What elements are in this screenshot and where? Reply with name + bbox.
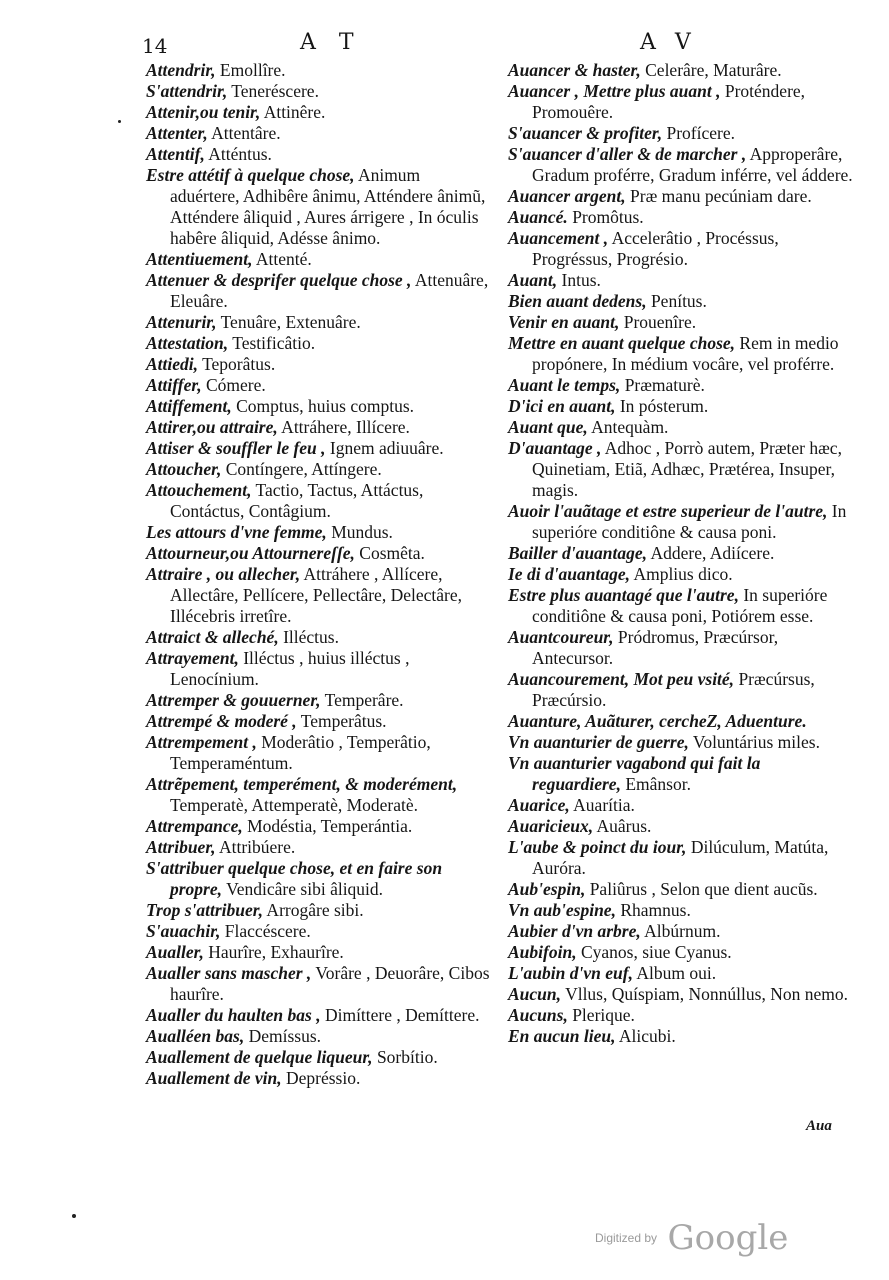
entry-definition: Illéctus , huius illéctus , Lenocínium. (170, 648, 410, 689)
ink-speck (118, 120, 121, 123)
entry-headword: Attenuer & desprifer quelque chose , (146, 270, 412, 290)
entry-headword: Auant que, (508, 417, 588, 437)
dictionary-entry (508, 1005, 853, 1026)
entry-headword: D'ici en auant, (508, 396, 616, 416)
entry-headword: Venir en auant, (508, 312, 620, 332)
entry-headword: Auancer argent, (508, 186, 626, 206)
dictionary-entry (146, 123, 491, 144)
entry-definition: Demíssus. (244, 1026, 322, 1046)
dictionary-entry (508, 186, 853, 207)
entry-definition: Adhoc , Porrò autem, Præter hæc, Quinetiam, Etiã, Adhæc, Prætérea, Insuper, magis. (532, 438, 842, 500)
entry-definition: Teneréscere. (227, 81, 319, 101)
dictionary-entry (146, 312, 491, 333)
entry-headword: Attiser & souffler le feu , (146, 438, 326, 458)
running-header-left: A T (300, 30, 362, 55)
entry-definition: In pósterum. (615, 396, 709, 416)
running-header-right: A V (640, 30, 697, 55)
entry-headword: S'auancer & profiter, (508, 123, 663, 143)
entry-definition: Contíngere, Attíngere. (221, 459, 382, 479)
entry-definition: Alicubi. (615, 1026, 676, 1046)
dictionary-entry (508, 60, 853, 81)
dictionary-entry (146, 333, 491, 354)
dictionary-entry (146, 858, 491, 900)
entry-headword: Attouchement, (146, 480, 252, 500)
dictionary-entry (146, 900, 491, 921)
entry-headword: Auanture, Auãturer, cercheZ, Aduenture. (508, 711, 807, 731)
entry-headword: Auarice, (508, 795, 570, 815)
entry-definition: Emânsor. (620, 774, 691, 794)
entry-headword: Auallement de vin, (146, 1068, 282, 1088)
entry-headword: Aub'espin, (508, 879, 586, 899)
entry-definition: Attenté. (252, 249, 312, 269)
dictionary-entry (146, 522, 491, 543)
dictionary-entry (508, 984, 853, 1005)
dictionary-entry (508, 123, 853, 144)
entry-headword: Attirer,ou attraire, (146, 417, 278, 437)
dictionary-entry (146, 60, 491, 81)
dictionary-entry (146, 102, 491, 123)
dictionary-entry (146, 543, 491, 564)
dictionary-entry (146, 438, 491, 459)
entry-definition: Sorbítio. (372, 1047, 438, 1067)
entry-definition: Attráhere , Allícere, Allectâre, Pellícere, Pellectâre, Delectâre, Illécebris irretîre. (170, 564, 462, 626)
entry-headword: Auaricieux, (508, 816, 594, 836)
dictionary-entry (508, 900, 853, 921)
entry-headword: S'auachir, (146, 921, 221, 941)
entry-headword: Auantcoureur, (508, 627, 614, 647)
entry-definition: Antequàm. (587, 417, 669, 437)
entry-headword: Bien auant dedens, (508, 291, 647, 311)
entry-definition: Auârus. (593, 816, 652, 836)
entry-headword: S'attendrir, (146, 81, 228, 101)
entry-headword: D'auantage , (508, 438, 602, 458)
entry-headword: Attentif, (146, 144, 205, 164)
entry-headword: Aubifoin, (508, 942, 577, 962)
entry-headword: Attentiuement, (146, 249, 253, 269)
dictionary-entry (146, 648, 491, 690)
dictionary-entry (508, 837, 853, 879)
entry-definition: Voluntárius miles. (688, 732, 820, 752)
entry-headword: Aubier d'vn arbre, (508, 921, 641, 941)
dictionary-entry (146, 774, 491, 816)
dictionary-entry (508, 375, 853, 396)
entry-headword: Aucuns, (508, 1005, 568, 1025)
entry-definition: Dilúculum, Matúta, Auróra. (532, 837, 829, 878)
dictionary-entry (508, 816, 853, 837)
entry-headword: Bailler d'auantage, (508, 543, 648, 563)
entry-definition: Ignem adiuuâre. (325, 438, 444, 458)
dictionary-entry (146, 417, 491, 438)
dictionary-entry (146, 837, 491, 858)
dictionary-entry (146, 942, 491, 963)
entry-definition: Pródromus, Præcúrsor, Antecursor. (532, 627, 779, 668)
entry-definition: Emollîre. (215, 60, 286, 80)
entry-headword: Aualler sans mascher , (146, 963, 312, 983)
entry-definition: Albúrnum. (640, 921, 721, 941)
entry-definition: Illéctus. (278, 627, 339, 647)
entry-headword: Vn aub'espine, (508, 900, 616, 920)
entry-headword: Aualler, (146, 942, 204, 962)
entry-headword: Estre attétif à quelque chose, (146, 165, 355, 185)
dictionary-entry (146, 375, 491, 396)
entry-definition: Album oui. (632, 963, 717, 983)
dictionary-entry (508, 711, 853, 732)
dictionary-entry (146, 249, 491, 270)
entry-definition: Temperâtus. (296, 711, 387, 731)
dictionary-entry (508, 921, 853, 942)
entry-definition: Haurîre, Exhaurîre. (203, 942, 344, 962)
entry-definition: Cyanos, siue Cyanus. (576, 942, 732, 962)
dictionary-entry (508, 270, 853, 291)
entry-headword: Attestation, (146, 333, 229, 353)
entry-definition: Intus. (557, 270, 601, 290)
entry-headword: Auancé. (508, 207, 568, 227)
entry-definition: Temperatè, Attemperatè, Moderatè. (170, 795, 419, 815)
dictionary-entry (508, 795, 853, 816)
entry-headword: Attiffer, (146, 375, 202, 395)
entry-definition: Approperâre, Gradum proférre, Gradum inférre, vel áddere. (532, 144, 853, 185)
entry-headword: Auant, (508, 270, 558, 290)
entry-headword: Attrayement, (146, 648, 239, 668)
entry-headword: Auancer & haster, (508, 60, 641, 80)
entry-definition: Vendicâre sibi âliquid. (222, 879, 384, 899)
dictionary-entry (146, 480, 491, 522)
entry-headword: Attenir,ou tenir, (146, 102, 261, 122)
dictionary-entry (508, 81, 853, 123)
entry-definition: Depréssio. (281, 1068, 361, 1088)
entry-definition: Atténtus. (204, 144, 272, 164)
entry-headword: Attrempance, (146, 816, 243, 836)
dictionary-entry (508, 732, 853, 753)
dictionary-entry (508, 291, 853, 312)
entry-headword: Trop s'attribuer, (146, 900, 264, 920)
entry-definition: Attribúere. (215, 837, 296, 857)
dictionary-entry (146, 921, 491, 942)
entry-definition: Præ manu pecúniam dare. (625, 186, 812, 206)
dictionary-entry (508, 627, 853, 669)
entry-headword: S'attribuer quelque chose, et en faire son propre, (146, 858, 443, 899)
entry-definition: Præcúrsus, Præcúrsio. (532, 669, 815, 710)
entry-headword: Aucun, (508, 984, 562, 1004)
entry-definition: Attentâre. (207, 123, 281, 143)
entry-definition: Moderâtio , Temperâtio, Temperaméntum. (170, 732, 431, 773)
page-number: 14 (142, 34, 168, 58)
dictionary-entry (508, 144, 853, 186)
entry-definition: In superióre conditiône & causa poni. (532, 501, 847, 542)
dictionary-entry (508, 312, 853, 333)
entry-headword: Attrẽpement, temperément, & moderément, (146, 774, 458, 794)
entry-headword: Attrempement , (146, 732, 257, 752)
dictionary-entry (146, 816, 491, 837)
dictionary-entry (508, 207, 853, 228)
dictionary-entry (146, 711, 491, 732)
entry-definition: Rem in medio propónere, In médium vocâre, vel proférre. (532, 333, 839, 374)
dictionary-entry (146, 144, 491, 165)
digitized-by-text: Digitized by (595, 1231, 658, 1245)
entry-definition: Plerique. (567, 1005, 635, 1025)
entry-headword: L'aube & poinct du iour, (508, 837, 687, 857)
entry-headword: Auoir l'auãtage et estre superieur de l'autre, (508, 501, 828, 521)
entry-headword: Auancer , Mettre plus auant , (508, 81, 721, 101)
entry-headword: Attiedi, (146, 354, 199, 374)
dictionary-entry (508, 753, 853, 795)
dictionary-entry (146, 1005, 491, 1026)
entry-headword: Ie di d'auantage, (508, 564, 631, 584)
catchword: Aua (806, 1118, 832, 1134)
entry-definition: Teporâtus. (198, 354, 276, 374)
entry-headword: Attenter, (146, 123, 208, 143)
dictionary-entry (508, 669, 853, 711)
dictionary-entry (146, 81, 491, 102)
dictionary-entry (146, 270, 491, 312)
dictionary-entry (508, 585, 853, 627)
entry-headword: Estre plus auantagé que l'autre, (508, 585, 739, 605)
dictionary-entry (508, 501, 853, 543)
entry-definition: Auarítia. (569, 795, 635, 815)
dictionary-entry (508, 879, 853, 900)
entry-definition: Mundus. (326, 522, 393, 542)
entry-definition: Rhamnus. (615, 900, 691, 920)
dictionary-entry (146, 732, 491, 774)
entry-definition: Tactio, Tactus, Attáctus, Contáctus, Contâgium. (170, 480, 424, 521)
entry-definition: Promôtus. (567, 207, 644, 227)
entry-headword: Vn auanturier vagabond qui fait la reguardiere, (508, 753, 761, 794)
entry-headword: Auallement de quelque liqueur, (146, 1047, 373, 1067)
dictionary-entry (508, 1026, 853, 1047)
dictionary-entry (508, 333, 853, 375)
digitized-by-watermark (595, 1218, 788, 1258)
entry-definition: Celerâre, Maturâre. (640, 60, 782, 80)
dictionary-entry (146, 627, 491, 648)
entry-headword: Attrempé & moderé , (146, 711, 297, 731)
entry-definition: Testificâtio. (228, 333, 316, 353)
entry-headword: Mettre en auant quelque chose, (508, 333, 736, 353)
entry-definition: Vllus, Quíspiam, Nonnúllus, Non nemo. (561, 984, 848, 1004)
entry-definition: Addere, Adiícere. (647, 543, 775, 563)
entry-headword: Auancourement, Mot peu vsité, (508, 669, 735, 689)
dictionary-entry (508, 543, 853, 564)
dictionary-entry (508, 564, 853, 585)
entry-headword: Auancement , (508, 228, 609, 248)
entry-definition: Penítus. (646, 291, 707, 311)
entry-headword: Attoucher, (146, 459, 222, 479)
entry-headword: L'aubin d'vn euf, (508, 963, 633, 983)
dictionary-entry (146, 1026, 491, 1047)
entry-definition: Arrogâre sibi. (263, 900, 364, 920)
entry-definition: Dimíttere , Demíttere. (320, 1005, 480, 1025)
entry-headword: Attraire , ou allecher, (146, 564, 301, 584)
dictionary-entry (508, 396, 853, 417)
entry-definition: Tenuâre, Extenuâre. (216, 312, 361, 332)
ink-speck (72, 1214, 76, 1218)
entry-headword: Aualléen bas, (146, 1026, 245, 1046)
entry-headword: Attenurir, (146, 312, 217, 332)
entry-headword: Aualler du haulten bas , (146, 1005, 321, 1025)
entry-headword: S'auancer d'aller & de marcher , (508, 144, 747, 164)
entry-headword: Attremper & gouuerner, (146, 690, 321, 710)
dictionary-entry (508, 438, 853, 501)
entry-headword: Les attours d'vne femme, (146, 522, 327, 542)
entry-definition: Attinêre. (260, 102, 326, 122)
entry-definition: Comptus, huius comptus. (231, 396, 415, 416)
dictionary-entry (508, 228, 853, 270)
entry-definition: Cómere. (201, 375, 266, 395)
entry-definition: Vorâre , Deuorâre, Cibos haurîre. (170, 963, 490, 1004)
entry-definition: In superióre conditiône & causa poni, Potiórem esse. (532, 585, 828, 626)
dictionary-entry (508, 942, 853, 963)
entry-definition: Accelerâtio , Procéssus, Progréssus, Progrésio. (532, 228, 779, 269)
entry-definition: Amplius dico. (630, 564, 733, 584)
dictionary-entry (146, 1068, 491, 1089)
dictionary-entry (146, 564, 491, 627)
entry-headword: Attiffement, (146, 396, 232, 416)
dictionary-entry (146, 354, 491, 375)
entry-definition: Paliûrus , Selon que dient aucũs. (585, 879, 818, 899)
entry-headword: Attraict & alleché, (146, 627, 279, 647)
dictionary-entry (146, 690, 491, 711)
dictionary-entry (146, 165, 491, 249)
entry-definition: Attenuâre, Eleuâre. (170, 270, 489, 311)
entry-definition: Prӕmaturè. (620, 375, 705, 395)
entry-headword: Vn auanturier de guerre, (508, 732, 689, 752)
dictionary-entry (146, 459, 491, 480)
entry-headword: Attribuer, (146, 837, 216, 857)
entry-definition: Attráhere, Illícere. (277, 417, 410, 437)
entry-definition: Proténdere, Promouêre. (532, 81, 806, 122)
entry-headword: Attourneur,ou Attournereſſe, (146, 543, 355, 563)
entry-definition: Animum aduértere, Adhibêre ânimu, Atténdere ânimũ, Atténdere âliquid , Aures árrigere , In óculis habêre âliquid, Adésse ânimo. (170, 165, 486, 248)
entry-headword: En aucun lieu, (508, 1026, 616, 1046)
entry-definition: Cosmêta. (354, 543, 425, 563)
entry-definition: Modéstia, Temperántia. (242, 816, 413, 836)
dictionary-entry (508, 417, 853, 438)
entry-headword: Auant le temps, (508, 375, 621, 395)
dictionary-entry (508, 963, 853, 984)
dictionary-entry (146, 1047, 491, 1068)
google-logo: Google (667, 1218, 789, 1258)
entry-headword: Attendrir, (146, 60, 216, 80)
left-column (146, 60, 491, 1089)
dictionary-entry (146, 963, 491, 1005)
dictionary-entry (146, 396, 491, 417)
entry-definition: Flaccéscere. (220, 921, 311, 941)
entry-definition: Prouenîre. (619, 312, 697, 332)
entry-definition: Profícere. (662, 123, 736, 143)
entry-definition: Temperâre. (320, 690, 404, 710)
right-column (508, 60, 853, 1047)
